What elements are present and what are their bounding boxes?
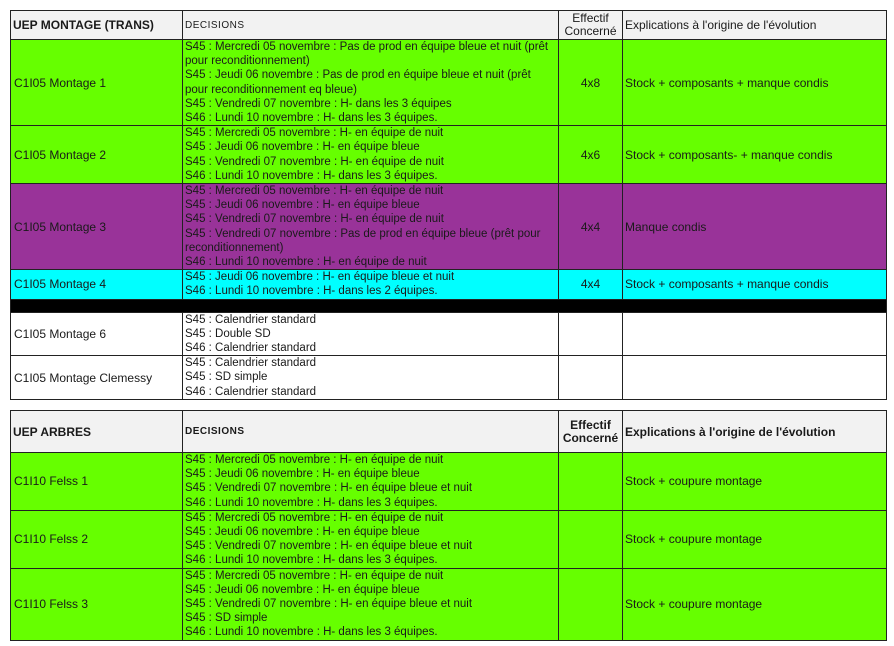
row-name: C1I10 Felss 1 [11, 453, 183, 511]
row-effectif: 4x8 [559, 40, 623, 126]
explications-header: Explications à l'origine de l'évolution [623, 411, 887, 453]
decision-line: S45 : Jeudi 06 novembre : H- en équipe bleue [185, 199, 420, 212]
row-decisions [183, 270, 559, 299]
row-decisions [183, 40, 559, 126]
separator-row [11, 299, 887, 312]
decision-line: S45 : Vendredi 07 novembre : H- dans les 3 équipes [185, 97, 452, 110]
decisions-header: DECISIONS [183, 11, 559, 40]
row-decisions [183, 453, 559, 511]
table-header-row [11, 411, 887, 453]
row-decisions [183, 568, 559, 640]
decision-line: S46 : Lundi 10 novembre : H- dans les 2 équipes. [185, 285, 438, 298]
row-explication: Stock + composants- + manque condis [623, 126, 887, 184]
decision-line: S46 : Lundi 10 novembre : H- en équipe de nuit [185, 256, 427, 269]
decision-line: S46 : Lundi 10 novembre : H- dans les 3 équipes. [185, 112, 438, 125]
decision-line: S45 : Jeudi 06 novembre : H- en équipe bleue [185, 468, 420, 481]
effectif-header-line2: Concerné [562, 430, 619, 445]
table-row [11, 126, 887, 184]
table-header-row [11, 11, 887, 40]
decision-line: S45 : SD simple [185, 371, 268, 384]
decision-line: S45 : Vendredi 07 novembre : H- en équipe de nuit [185, 213, 444, 226]
row-decisions [183, 510, 559, 568]
arbres-table [10, 410, 887, 641]
decision-line: S45 : Jeudi 06 novembre : H- en équipe bleue [185, 141, 420, 154]
decision-line: S46 : Lundi 10 novembre : H- dans les 3 équipes. [185, 626, 438, 639]
row-explication [623, 312, 887, 356]
row-effectif [559, 356, 623, 400]
decision-line: S45 : Mercredi 05 novembre : H- en équipe de nuit [185, 454, 444, 466]
row-name: C1I05 Montage 6 [11, 312, 183, 356]
row-effectif: 4x4 [559, 270, 623, 299]
table-row [11, 184, 887, 270]
table-row [11, 312, 887, 356]
decision-line: S45 : Vendredi 07 novembre : H- en équipe bleue et nuit [185, 540, 473, 553]
row-explication: Stock + composants + manque condis [623, 40, 887, 126]
row-explication: Manque condis [623, 184, 887, 270]
decision-line: S45 : Vendredi 07 novembre : Pas de prod en équipe bleue (prêt pour reconditionnement) [185, 227, 541, 254]
row-name: C1I10 Felss 2 [11, 510, 183, 568]
decision-line: S46 : Calendrier standard [185, 385, 317, 398]
separator-bar [11, 299, 887, 312]
table-row [11, 356, 887, 400]
decision-line: S45 : Mercredi 05 novembre : H- en équipe de nuit [185, 511, 444, 524]
decision-line: S46 : Calendrier standard [185, 342, 317, 355]
row-decisions [183, 312, 559, 356]
decision-line: S45 : Mercredi 05 novembre : H- en équipe de nuit [185, 127, 444, 140]
row-effectif [559, 312, 623, 356]
row-name: C1I05 Montage 4 [11, 270, 183, 299]
decision-line: S45 : Vendredi 07 novembre : H- en équipe de nuit [185, 155, 444, 168]
row-effectif [559, 568, 623, 640]
row-name: C1I05 Montage Clemessy [11, 356, 183, 400]
decision-line: S46 : Lundi 10 novembre : H- dans les 3 équipes. [185, 169, 438, 182]
row-effectif: 4x4 [559, 184, 623, 270]
row-explication: Stock + coupure montage [623, 568, 887, 640]
row-decisions [183, 356, 559, 400]
table-row [11, 453, 887, 511]
row-explication: Stock + coupure montage [623, 510, 887, 568]
row-effectif [559, 453, 623, 511]
uep-header: UEP MONTAGE (TRANS) [11, 11, 183, 40]
decision-line: S45 : Double SD [185, 327, 271, 340]
decision-line: S45 : Mercredi 05 novembre : H- en équipe de nuit [185, 185, 444, 198]
row-name: C1I10 Felss 3 [11, 568, 183, 640]
decision-line: S46 : Lundi 10 novembre : H- dans les 3 équipes. [185, 496, 438, 509]
table-row [11, 40, 887, 126]
decision-line: S45 : Jeudi 06 novembre : H- en équipe bleue [185, 526, 420, 539]
table-row [11, 510, 887, 568]
decision-line: S45 : Calendrier standard [185, 357, 317, 370]
effectif-header [559, 411, 623, 453]
effectif-header-line1: Effectif [572, 11, 609, 25]
row-decisions [183, 126, 559, 184]
row-decisions [183, 184, 559, 270]
decision-line: S45 : Mercredi 05 novembre : Pas de prod en équipe bleue et nuit (prêt pour reconditionnement) [185, 41, 549, 68]
effectif-header [559, 11, 623, 40]
effectif-header-line1: Effectif [570, 417, 611, 432]
decision-line: S46 : Lundi 10 novembre : H- dans les 3 équipes. [185, 554, 438, 567]
decision-line: S45 : Vendredi 07 novembre : H- en équipe bleue et nuit [185, 482, 473, 495]
row-explication: Stock + composants + manque condis [623, 270, 887, 299]
decision-line: S45 : Jeudi 06 novembre : H- en équipe bleue et nuit [185, 271, 455, 284]
montage-table [10, 10, 887, 400]
uep-header: UEP ARBRES [11, 411, 183, 453]
decision-line: S45 : Jeudi 06 novembre : Pas de prod en équipe bleue et nuit (prêt pour reconditionnement eq bleue) [185, 69, 531, 96]
decisions-header: DECISIONS [183, 411, 559, 453]
row-effectif: 4x6 [559, 126, 623, 184]
decision-line: S45 : Mercredi 05 novembre : H- en équipe de nuit [185, 569, 444, 582]
explications-header: Explications à l'origine de l'évolution [623, 11, 887, 40]
table-row [11, 568, 887, 640]
effectif-header-line2: Concerné [564, 24, 617, 38]
row-name: C1I05 Montage 3 [11, 184, 183, 270]
row-name: C1I05 Montage 2 [11, 126, 183, 184]
row-explication: Stock + coupure montage [623, 453, 887, 511]
decision-line: S45 : Calendrier standard [185, 313, 317, 326]
decision-line: S45 : Vendredi 07 novembre : H- en équipe bleue et nuit [185, 598, 473, 611]
decision-line: S45 : Jeudi 06 novembre : H- en équipe bleue [185, 583, 420, 596]
decision-line: S45 : SD simple [185, 612, 268, 625]
table-row [11, 270, 887, 299]
row-explication [623, 356, 887, 400]
row-name: C1I05 Montage 1 [11, 40, 183, 126]
row-effectif [559, 510, 623, 568]
